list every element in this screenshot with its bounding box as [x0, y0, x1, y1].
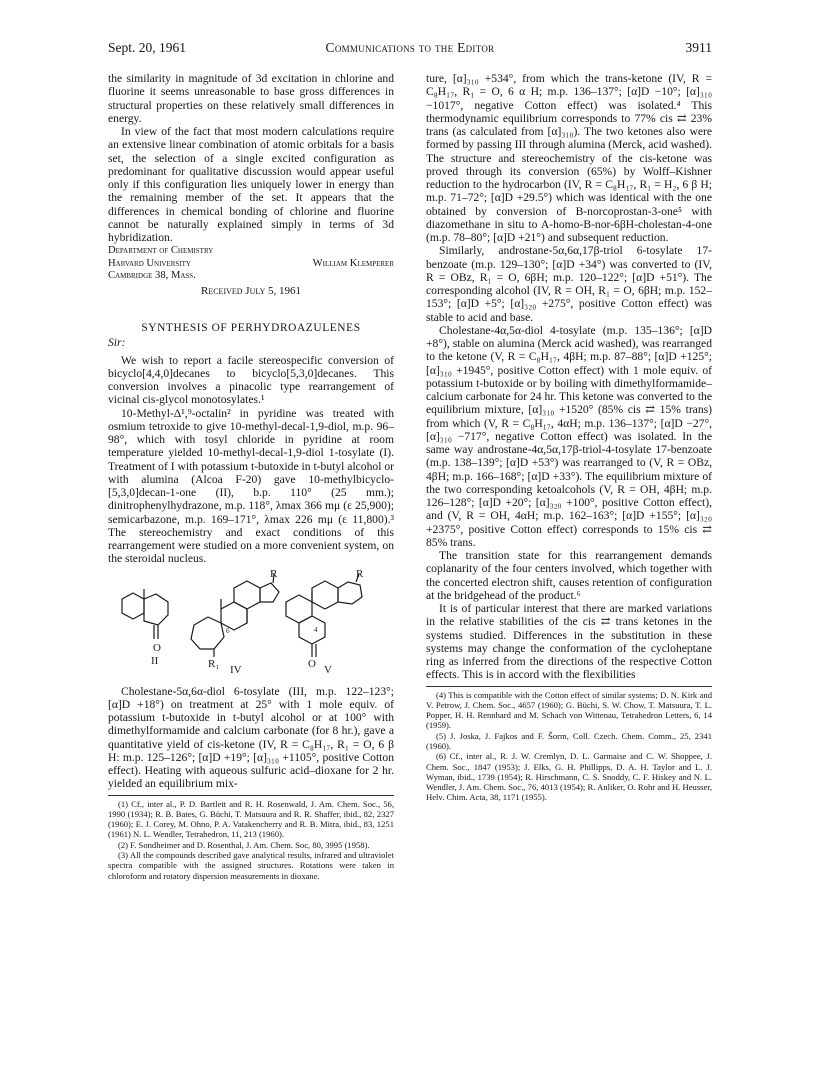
right-paragraph-1: ture, [α]₃₁₀ +534°, from which the trans-ketone (IV, R = C₈H₁₇, R₁ = O, 6 α H; m.p. 136–137°; [α]D −10°; [α]₃₁₀ −1017°, negative Cotton effect) was isolated.⁴ This thermodynamic equilibrium corresponds to 77% cis ⇄ 23% trans (as calculated from [α]₃₁₀). The two ketones also were formed by passing III through alumina (Merck, acid washed). The structure and stereochemistry of the cis-ketone was proved through its conversion (65%) by Wolff–Kishner reduction to the hydrocarbon (IV, R = C₈H₁₇, R₁ = H₂, 6 β H; m.p. 71–72°; [α]D +29.5°) which was identical with the one obtained by conversion of B-norcoprostan-3-one⁵ with diazomethane in situ to A-homo-B-nor-6βH-cholestan-4-one (m.p. 78–80°; [α]D +21°) and subsequent reduction. [426, 72, 712, 244]
footnote-5: (5) J. Joska, J. Fajkos and F. Šorm, Coll. Czech. Chem. Comm., 25, 2341 (1960). [426, 730, 712, 751]
footnote-6: (6) Cf., inter al., R. J. W. Cremlyn, D. L. Garmaise and C. W. Shoppee, J. Chem. Soc., 1847 (1953); J. Elks, G. H. Phillipps, D. A. H. Taylor and L. J. Wyman, ibid., 1739 (1954); R. Hirschmann, C. S. Snoddy, C. F. Hiskey and N. L. Wendler, J. Am. Chem. Soc., 76, 4013 (1954); R. Anliker, O. Rohr and H. Heusser, Helv. Chim. Acta, 38, 1171 (1955). [426, 751, 712, 803]
left-paragraph-4: 10-Methyl-Δ¹,⁹-octalin² in pyridine was treated with osmium tetroxide to give 10-methyl-decal-1,9-diol, m.p. 96–98°, which with tosyl chloride in pyridine at room temperature yielded 10-methyl-decal-1,9-diol 1-tosylate (I). Treatment of I with potassium t-butoxide in t-butyl alcohol or with alumina (Alcoa F-20) gave 10-methylbicyclo-[5,3,0]decan-1-one (II), b.p. 110° (25 mm.); dinitrophenylhydrazone, m.p. 118°, λmax 366 mμ (ε 25,900); semicarbazone, m.p. 169–171°, λmax 226 mμ (ε 11,800).³ The stereochemistry and exact conditions of this rearrangement were studied on a more convenient system, on the steroidal nucleus. [108, 406, 394, 566]
footnote-4: (4) This is compatible with the Cotton effect of similar systems; D. N. Kirk and V. Petrow, J. Chem. Soc., 4657 (1960); G. Büchi, S. W. Chow, T. Matsuura, T. L. Popper, H. H. Rennhard and M. Schach von Wittenau, Tetrahedron Letters, 6, 14 (1959). [426, 689, 712, 731]
svg-text:4: 4 [314, 625, 318, 634]
footnote-3: (3) All the compounds described gave analytical results, infrared and ultraviolet spectra compatible with the assigned structures. Rotations were taken in chloroform and rotatory dispersion measurements in dioxane. [108, 849, 394, 881]
footnote-2: (2) F. Sondheimer and D. Rosenthal, J. Am. Chem. Soc, 80, 3995 (1958). [118, 839, 370, 850]
structure-v-label: V [324, 663, 332, 676]
structure-v [286, 569, 364, 676]
structure-diagram [108, 569, 394, 681]
right-paragraph-4: The transition state for this rearrangement demands coplanarity of the four centers involved, which together with the concerted electron shift, causes retention of configuration at the bridgehead of the product.⁶ [426, 549, 712, 602]
affiliation-city: Cambridge 38, Mass. [108, 270, 196, 282]
structure-iv [191, 569, 279, 676]
received-date: Received July 5, 1961 [201, 284, 301, 297]
footnote-1: (1) Cf., inter al., P. D. Bartlett and R. H. Rosenwald, J. Am. Chem. Soc., 56, 1990 (1934); R. B. Bates, G. Büchi, T. Matsuura and R. R. Shaffer, ibid., 82, 2327 (1960); E. J. Corey, M. Ohno, P. A. Vatakencherry and R. B. Mitra, ibid., 83, 1251 (1961) N. L. Wendler, Tetrahedron, 11, 213 (1960). [108, 798, 394, 840]
right-paragraph-3: Cholestane-4α,5α-diol 4-tosylate (m.p. 135–136°; [α]D +8°), stable on alumina (Merck acid washed), was rearranged to the ketone (V, R = C₈H₁₇, 4βH; m.p. 87–88°; [α]D +125°; [α]₃₁₀ +1945°, positive Cotton effect) with 1 mole equiv. of potassium t-butoxide or by boiling with dimethylformamide–calcium carbonate for 24 hr. This ketone was converted to the equilibrium mixture, [α]₃₁₀ +1520° (85% cis ⇄ 15% trans) from which (V, R = C₈H₁₇, 4αH; m.p. 136–137°; [α]D −27°, [α]₃₁₀ −717°, negative Cotton effect) was isolated. In the same way androstane-4α,5α,17β-triol-4-tosylate 17-benzoate (m.p. 138–139°; [α]D +53°) was rearranged to (V, R = OBz, 4βH; m.p. 166–168°; [α]D +33°). The equilibrium mixture of the two corresponding ketoalcohols (V, R = OH, 4βH; m.p. 126–128°; [α]D +20°; [α]₃₂₀ +100°, positive Cotton effect), and (V, R = OH, 4αH; m.p. 162–163°; [α]D +155°; [α]₃₂₀ +2375°, positive Cotton effect) corresponds to 15% cis ⇄ 85% trans. [426, 323, 712, 549]
header-section: Communications to the Editor [325, 40, 495, 55]
page-header [108, 40, 712, 60]
left-column [108, 72, 394, 881]
left-paragraph-3: We wish to report a facile stereospecific conversion of bicyclo[4,4,0]decanes to bicyclo[5,3,0]decanes. This conversion involves a pinacolic type rearrangement of vicinal cis-glycol monotosylates.¹ [108, 353, 394, 407]
header-page-number: 3911 [685, 40, 712, 55]
footnote-rule-right [426, 686, 712, 687]
structure-iv-label: IV [230, 663, 242, 676]
structure-ii [122, 589, 168, 667]
right-paragraph-2: Similarly, androstane-5α,6α,17β-triol 6-tosylate 17-benzoate (m.p. 129–130°; [α]D +34°) was converted to (IV, R = OBz, R₁ = O, 6βH; m.p. 120–122°; [α]D +51°). The corresponding alcohol (IV, R = OH, R₁ = O, 6βH; m.p. 152–153°; [α]D +5°; [α]₃₂₀ +275°, positive Cotton effect) was stable to acid and base. [426, 244, 712, 324]
affiliation [108, 245, 394, 283]
affiliation-univ: Harvard University [108, 257, 191, 269]
structure-v-r: R [356, 568, 364, 580]
article-title: SYNTHESIS OF PERHYDROAZULENES [141, 322, 361, 334]
structure-iv-r1: R₁ [208, 657, 220, 670]
structure-iv-r: R [270, 568, 278, 580]
author-name: William Klemperer [312, 257, 394, 269]
right-column [426, 72, 712, 803]
right-paragraph-5: It is of particular interest that there are marked variations in the relative stabilities of the cis ⇄ trans ketones in the systems studied. Differences in the substitution in these systems may change the conformation of the cycloheptane ring as inferred from the directions of the respective Cotton effects. This is in accord with the flexibilities [426, 602, 712, 682]
salutation: Sir: [108, 336, 126, 350]
svg-text:6: 6 [226, 626, 230, 635]
left-paragraph-2: In view of the fact that most modern calculations require an extensive linear combination of atomic orbitals for a basis set, the selection of a single excited configuration as predominant for qualitative discussion would appear useful only if this configuration lies uniquely lower in energy than the remaining member of the set. It appears that the differences in chemical bonding of chlorine and fluorine cannot be naturally explained simply in terms of 3d hybridization. [108, 125, 394, 244]
left-paragraph-5: Cholestane-5α,6α-diol 6-tosylate (III, m.p. 122–123°; [α]D +18°) on treatment at 25° with 1 mole equiv. of potassium t-butoxide in t-butyl alcohol or at 100° with dimethylformamide and calcium carbonate (for 8 hr.), gave a quantitative yield of cis-ketone (IV, R = C₈H₁₇, R₁ = O, 6 β H: m.p. 125–126°; [α]D +19°; [α]₃₁₀ +1105°, positive Cotton effect). Heating with aqueous sulfuric acid–dioxane for 2 hr. yielded an equilibrium mix- [108, 684, 394, 791]
structure-ii-oxygen: O [153, 641, 161, 654]
header-date: Sept. 20, 1961 [108, 40, 187, 55]
structure-v-oxygen: O [308, 657, 316, 670]
left-paragraph-1: the similarity in magnitude of 3d excitation in chlorine and fluorine it seems unreasonable to base gross differences in structural properties on these relatively small differences in energy. [108, 72, 394, 125]
footnote-rule-left [108, 795, 394, 796]
structure-ii-label: II [151, 654, 159, 667]
affiliation-dept: Department of Chemistry [108, 245, 214, 257]
chemical-structures [108, 569, 394, 681]
